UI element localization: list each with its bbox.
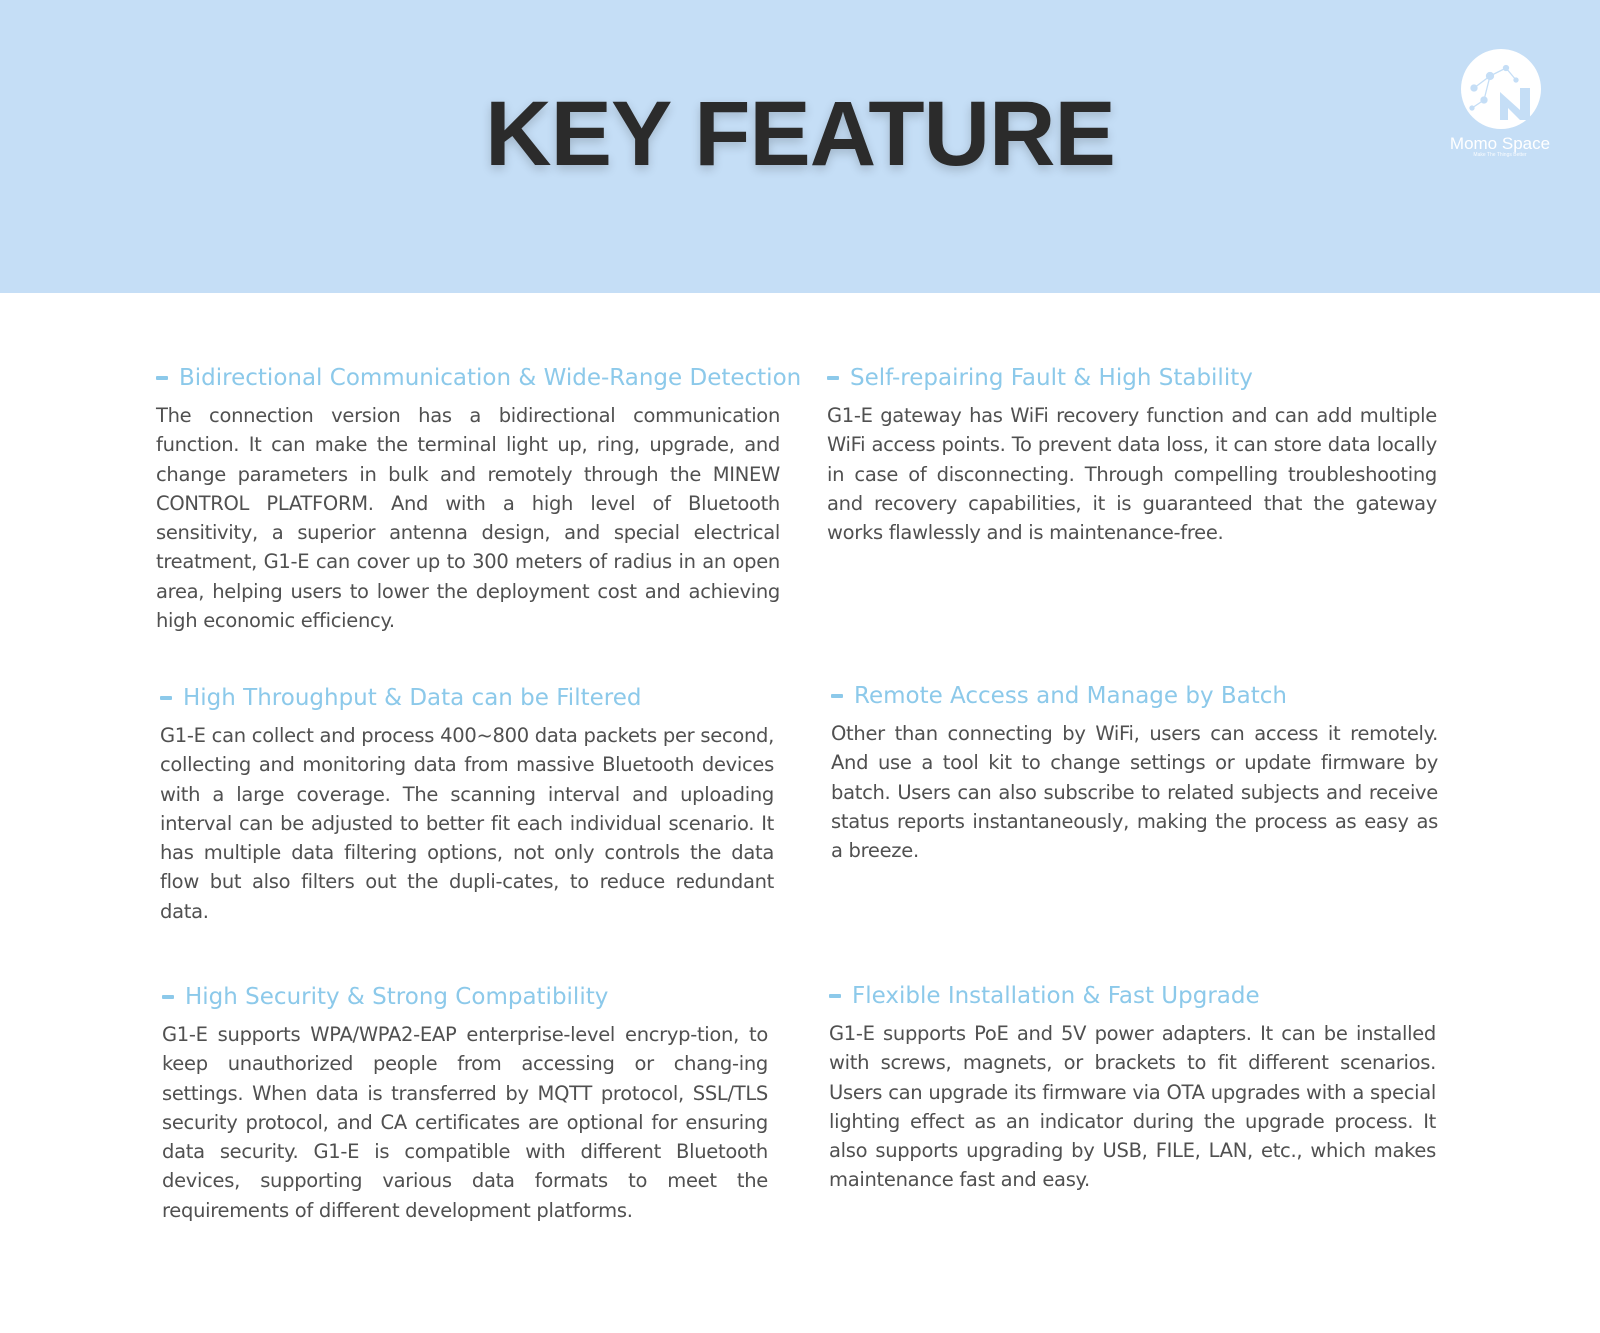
dash-bullet-icon bbox=[156, 376, 168, 380]
feature-heading bbox=[829, 980, 1436, 1012]
feature-description: Other than connecting by WiFi, users can access it remotely. And use a tool kit to change settings or update firmware by batch. Users can also subscribe to related subjects and receive status reports instantaneously, making the process as easy as a breeze. bbox=[831, 722, 1438, 863]
dash-bullet-icon bbox=[160, 696, 172, 700]
feature-high-security bbox=[162, 981, 768, 1225]
feature-description: G1-E supports WPA/WPA2-EAP enterprise-level encryp-tion, to keep unauthorized people from accessing or chang-ing settings. When data is transferred by MQTT protocol, SSL/TLS security protocol, and CA certificates are optional for ensuring data security. G1-E is compatible with different Bluetooth devices, supporting various data formats to meet the requirements of different development platforms. bbox=[162, 1023, 768, 1222]
feature-description: G1-E supports PoE and 5V power adapters. It can be installed with screws, magnets, or brackets to fit different scenarios. Users can upgrade its firmware via OTA upgrades with a special lighting effect as an indicator during the upgrade process. It also supports upgrading by USB, FILE, LAN, etc., which makes maintenance fast and easy. bbox=[829, 1022, 1436, 1192]
feature-heading bbox=[160, 682, 774, 714]
feature-description: G1-E gateway has WiFi recovery function and can add multiple WiFi access points. To prevent data loss, it can store data locally in case of disconnecting. Through compelling troubleshooting and recovery capabilities, it is guaranteed that the gateway works flawlessly and is maintenance-free. bbox=[827, 404, 1437, 545]
feature-remote-access bbox=[831, 680, 1438, 865]
dash-bullet-icon bbox=[827, 376, 839, 380]
feature-high-throughput bbox=[160, 682, 774, 926]
feature-heading bbox=[831, 680, 1438, 712]
feature-heading-text: Bidirectional Communication & Wide-Range Detection bbox=[179, 365, 802, 391]
feature-description: G1-E can collect and process 400~800 data packets per second, collecting and monitoring data from massive Bluetooth devices with a large coverage. The scanning interval and uploading interval can be adjusted to better fit each individual scenario. It has multiple data filtering options, not only controls the data flow but also filters out the dupli-cates, to reduce redundant data. bbox=[160, 724, 774, 923]
page-title: KEY FEATURE bbox=[485, 83, 1115, 185]
feature-heading-text: High Throughput & Data can be Filtered bbox=[183, 685, 642, 711]
feature-heading bbox=[827, 362, 1437, 394]
feature-heading-text: Self-repairing Fault & High Stability bbox=[850, 365, 1253, 391]
feature-bidirectional-communication bbox=[156, 362, 802, 635]
feature-heading bbox=[162, 981, 768, 1013]
feature-heading-text: Remote Access and Manage by Batch bbox=[854, 683, 1287, 709]
feature-heading-text: Flexible Installation & Fast Upgrade bbox=[852, 983, 1260, 1009]
constellation-logo-icon bbox=[1460, 48, 1542, 130]
momo-space-logo bbox=[1440, 44, 1560, 164]
feature-heading-text: High Security & Strong Compatibility bbox=[185, 984, 609, 1010]
feature-flexible-installation bbox=[829, 980, 1436, 1195]
dash-bullet-icon bbox=[162, 995, 174, 999]
logo-wordmark: Momo Space bbox=[1449, 134, 1551, 153]
feature-heading bbox=[156, 362, 802, 394]
feature-self-repairing bbox=[827, 362, 1437, 547]
dash-bullet-icon bbox=[829, 994, 841, 998]
feature-description: The connection version has a bidirectional communication function. It can make the terminal light up, ring, upgrade, and change parameters in bulk and remotely through the MINEW CONTROL PLATFORM. And with a high level of Bluetooth sensitivity, a superior antenna design, and special electrical treatment, G1-E can cover up to 300 meters of radius in an open area, helping users to lower the deployment cost and achieving high economic efficiency. bbox=[156, 404, 780, 633]
logo-tagline: Make The Things Better bbox=[1473, 152, 1527, 158]
dash-bullet-icon bbox=[831, 694, 843, 698]
